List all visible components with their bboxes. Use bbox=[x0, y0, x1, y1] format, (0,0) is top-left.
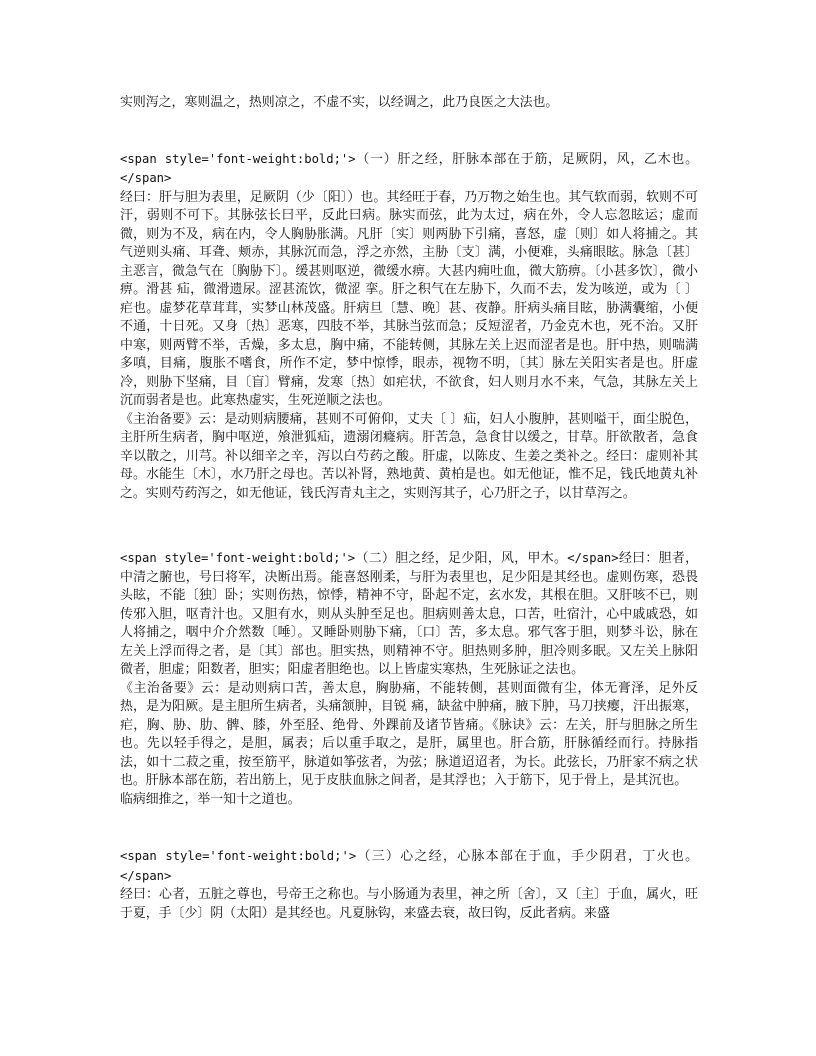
section-2-paragraph-3: 临病细推之，举一知十之道也。 bbox=[120, 791, 301, 807]
section-1-heading bbox=[120, 150, 698, 189]
intro-paragraph: 实则泻之，寒则温之，热则凉之，不虚不实，以经调之，此乃良医之大法也。 bbox=[120, 95, 559, 110]
section-2-paragraph-2: 《主治备要》云：是动则病口苦，善太息，胸胁痛，不能转侧，甚则面微有尘，体无膏泽，足外反热，是为阳厥。是主胆所生病者，头痛颔肿，目锐 痛，缺盆中肿痛，腋下肿，马刀挟瘿，汗出振寒，疟，胸、胁、肋、髀、膝，外至胫、绝骨、外踝前及诸节皆痛。《脉诀》云：左关，肝与胆脉之所生也。先以轻手得之，是胆，属表；后以重手取之，是肝，属里也。肝合筋，肝脉循经而行。持脉指法，如十二菽之重，按至筋平，脉道如筝弦者，为弦；脉道迢迢者，为长。此弦长，乃肝家不病之状也。肝脉本部在筋，若出筋上，见于皮肤血脉之间者，是其浮也；入于筋下，见于骨上，是其沉也。 bbox=[120, 680, 698, 788]
section-2-heading-text: （二）胆之经，足少阳，风，甲木。 bbox=[355, 551, 568, 566]
document-page bbox=[120, 94, 698, 923]
span-open-tag: <span style='font-weight:bold;'> bbox=[120, 151, 356, 166]
span-close-tag: </span> bbox=[567, 551, 619, 565]
section-3-heading bbox=[120, 847, 698, 886]
span-open-tag: <span style='font-weight:bold;'> bbox=[120, 849, 357, 863]
section-3-heading-text: （三）心之经，心脉本部在于血，手少阴君，丁火也。 bbox=[356, 849, 698, 864]
section-2-heading bbox=[120, 549, 698, 680]
section-1-paragraph-1: 经曰：肝与胆为表里，足厥阴（少〔阳〕）也。其经旺于春，乃万物之始生也。其气软而弱，软则不可汗，弱则不可下。其脉弦长曰平，反此曰病。脉实而弦，此为太过，病在外，令人忘忽眩运；虚而微，则为不及，病在内，令人胸胁胀满。凡肝〔实〕则两胁下引痛，喜怒，虚〔则〕如人将捕之。其气逆则头痛、耳聋、颊赤，其脉沉而急，浮之亦然，主胁〔支〕满，小便难，头痛眼眩。脉急〔甚〕主恶言，微急气在〔胸胁下〕。缓甚则呕逆，微缓水痹。大甚内痈吐血，微大筋痹。〔小甚多饮〕，微小痹。滑甚 疝，微滑遗尿。涩甚流饮，微涩 挛。肝之积气在左胁下，久而不去，发为咳逆，或为〔 〕疟也。虚梦花草茸茸，实梦山林茂盛。肝病旦〔慧、晚〕甚、夜静。肝病头痛目眩，胁满囊缩，小便不通，十日死。又身〔热〕恶寒，四肢不举，其脉当弦而急；反短涩者，乃金克木也，死不治。又肝中寒，则两臂不举，舌燥，多太息，胸中痛，不能转侧，其脉左关上迟而涩者是也。肝中热，则喘满多嗔，目痛，腹胀不嗜食，所作不定，梦中惊悸，眼赤，视物不明，〔其〕脉左关阳实者是也。肝虚冷，则胁下坚痛，目〔盲〕臂痛，发寒〔热〕如疟状，不欲食，妇人则月水不来，气急，其脉左关上沉而弱者是也。此寒热虚实，生死逆顺之法也。 bbox=[120, 189, 698, 408]
span-close-tag: </span> bbox=[120, 868, 172, 883]
section-3-paragraph-1: 经曰：心者，五脏之尊也，号帝王之称也。与小肠通为表里，神之所〔舍〕，又〔主〕于血，属火，旺于夏，手〔少〕阴（太阳）是其经也。凡夏脉钩，来盛去衰，故曰钩，反此者病。来盛 bbox=[120, 887, 698, 921]
section-gap bbox=[120, 113, 698, 150]
section-gap bbox=[120, 503, 698, 549]
section-1-heading-text: （一）肝之经，肝脉本部在于筋，足厥阴，风，乙木也。 bbox=[355, 151, 698, 167]
span-close-tag: </span> bbox=[120, 171, 172, 185]
section-1-paragraph-2: 《主治备要》云：是动则病腰痛，甚则不可俯仰，丈夫〔 〕疝，妇人小腹肿，甚则嗌干，面尘脱色，主肝所生病者，胸中呕逆，飧泄狐疝，遗溺闭癃病。肝苦急，急食甘以缓之，甘草。肝欲散者，急食辛以散之，川芎。补以细辛之辛，泻以白芍药之酸。肝虚，以陈皮、生姜之类补之。经曰：虚则补其母。水能生〔木〕，水乃肝之母也。苦以补肾，熟地黄、黄柏是也。如无他证，惟不足，钱氏地黄丸补之。实则芍药泻之，如无他证，钱氏泻青丸主之，实则泻其子，心乃肝之子，以甘草泻之。 bbox=[120, 411, 698, 501]
span-open-tag: <span style='font-weight:bold;'> bbox=[120, 551, 356, 565]
section-2-paragraph-1: 经曰：胆者，中清之腑也，号曰将军，决断出焉。能喜怒刚柔，与肝为表里也，足少阳是其经也。虚则伤寒，恐畏头眩，不能〔独〕卧；实则伤热，惊悸，精神不守，卧起不定，玄水发，其根在胆。又肝咳不已，则传邪入胆，呕青汁也。又胆有水，则从头肿至足也。胆病则善太息，口苦，吐宿汁，心中戚戚恐，如人将捕之，咽中介介然数〔唾〕。又睡卧则胁下痛，〔口〕苦，多太息。邪气客于胆，则梦斗讼，脉在左关上浮而得之者，是〔其〕部也。胆实热，则精神不守。胆热则多肿，胆冷则多眠。又左关上脉阳微者，胆虚；阳数者，胆实；阳虚者胆绝也。以上皆虚实寒热，生死脉证之法也。 bbox=[120, 551, 699, 677]
section-gap bbox=[120, 809, 698, 847]
